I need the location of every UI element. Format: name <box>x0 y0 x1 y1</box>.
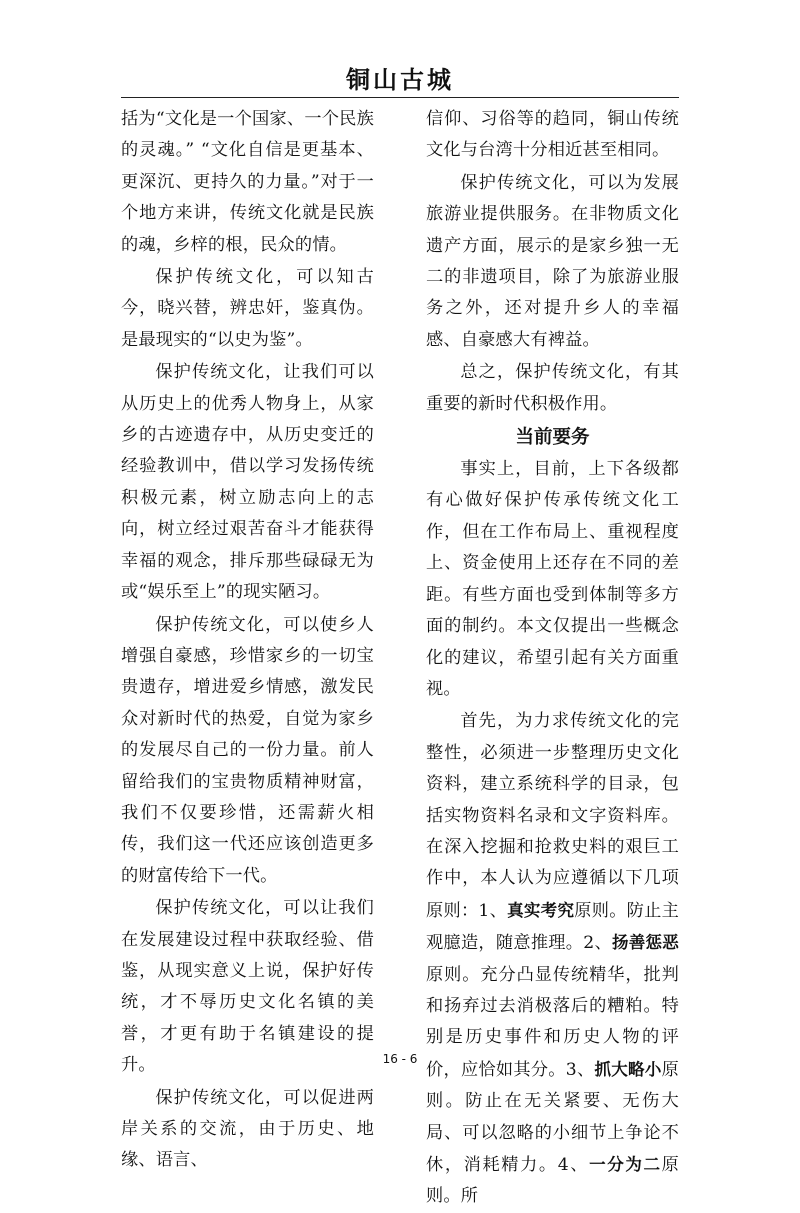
left-paragraph-3: 保护传统文化，让我们可以从历史上的优秀人物身上，从家乡的古迹遗存中，从历史变迁的经验教训中，借以学习发扬传统积极元素，树立励志向上的志向，树立经过艰苦奋斗才能获得幸福的观念，排斥那些碌碌无为或“娱乐至上”的现实陋习。 <box>121 362 374 603</box>
principle-2-emphasis: 扬善惩恶 <box>611 933 679 953</box>
paragraph-text: 首先，为力求传统文化的完整性，必须进一步整理历史文化资料，建立系统科学的目录，包括实物资料名录和文字资料库。在深入挖掘和抢救史料的艰巨工作中，本人认为应遵循以下几项原则：1、 <box>426 711 679 921</box>
header-rule <box>121 97 679 98</box>
paragraph-text: 原则。所 <box>426 1155 679 1207</box>
left-column <box>121 104 374 1177</box>
left-paragraph-1: 括为“文化是一个国家、一个民族的灵魂。” “文化自信是更基本、更深沉、更持久的力量。”对于一个地方来讲，传统文化就是民族的魂，乡梓的根，民众的情。 <box>121 109 374 255</box>
paragraph-text: 原则。充分凸显传统精华，批判和扬弃过去消极落后的糟粕。特别是历史事件和历史人物的评价，应恰如其分。3、 <box>426 964 679 1080</box>
right-paragraph-2: 保护传统文化，可以为发展旅游业提供服务。在非物质文化遗产方面，展示的是家乡独一无二的非遗项目，除了为旅游业服务之外，还对提升乡人的幸福感、自豪感大有裨益。 <box>426 172 679 350</box>
section-heading: 当前要务 <box>515 427 590 449</box>
right-paragraph-4: 事实上，目前，上下各级都有心做好保护传承传统文化工作，但在工作布局上、重视程度上、资金使用上还存在不同的差距。有些方面也受到体制等多方面的制约。本文仅提出一些概念化的建议，希望引起有关方面重视。 <box>426 459 679 699</box>
paragraph-text: 原则。防止主观臆造，随意推理。2、 <box>426 900 679 954</box>
principle-3-emphasis: 抓大略小 <box>594 1059 662 1079</box>
left-paragraph-2: 保护传统文化，可以知古今，晓兴替，辨忠奸，鉴真伪。是最现实的“以史为鉴”。 <box>121 267 374 350</box>
left-paragraph-4: 保护传统文化，可以使乡人增强自豪感，珍惜家乡的一切宝贵遗存，增进爱乡情感，激发民众对新时代的热爱，自觉为家乡的发展尽自己的一份力量。前人留给我们的宝贵物质精神财富，我们不仅要珍惜，还需薪火相传，我们这一代还应该创造更多的财富传给下一代。 <box>121 614 374 886</box>
right-paragraph-1: 信仰、习俗等的趋同，铜山传统文化与台湾十分相近甚至相同。 <box>426 109 679 161</box>
right-paragraph-3: 总之，保护传统文化，有其重要的新时代积极作用。 <box>426 362 679 414</box>
right-paragraph-5 <box>426 706 679 1213</box>
left-paragraph-6: 保护传统文化，可以促进两岸关系的交流，由于历史、地缘、语言、 <box>121 1087 374 1171</box>
running-header-title: 铜山古城 <box>346 66 454 94</box>
principle-1-emphasis: 真实考究 <box>507 900 575 920</box>
right-column <box>426 104 679 1213</box>
paragraph-text: 原则。防止在无关紧要、无伤大局、可以忽略的小细节上争论不休，消耗精力。4、 <box>426 1059 679 1175</box>
left-paragraph-5: 保护传统文化，可以让我们在发展建设过程中获取经验、借鉴，从现实意义上说，保护好传统，才不辱历史文化名镇的美誉，才更有助于名镇建设的提升。 <box>121 898 374 1076</box>
page-number: 16 - 6 <box>382 1052 418 1066</box>
principle-4-emphasis: 一分为二 <box>589 1155 662 1174</box>
